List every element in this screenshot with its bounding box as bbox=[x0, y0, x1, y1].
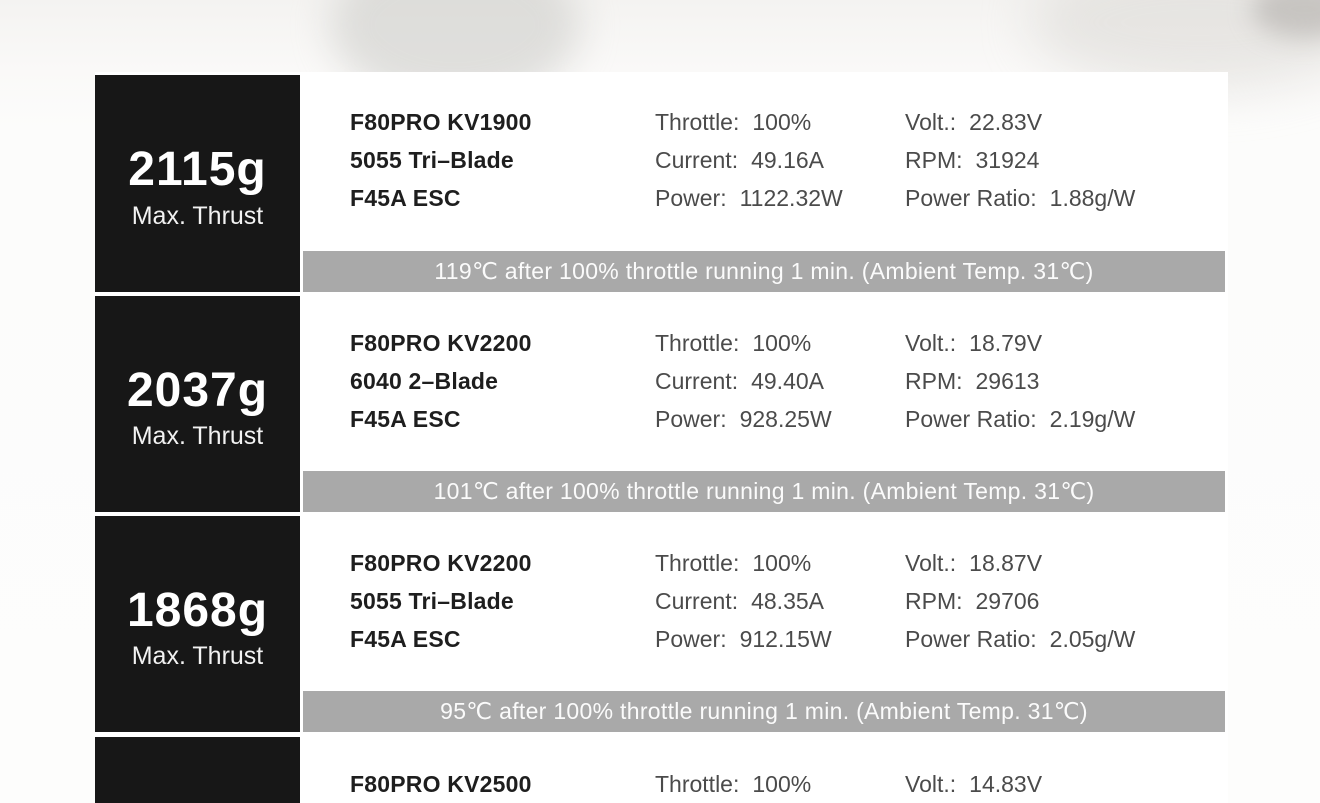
temperature-banner: 101℃ after 100% throttle running 1 min. (Ambient Temp. 31℃) bbox=[303, 471, 1225, 512]
motor-model: F80PRO KV1900 bbox=[350, 108, 532, 135]
current-label: Current: bbox=[655, 146, 739, 173]
rpm-label: RPM: bbox=[905, 367, 963, 394]
power-ratio-value: 2.19g/W bbox=[1049, 405, 1136, 432]
volt-stat bbox=[905, 544, 1228, 582]
thrust-block bbox=[95, 516, 300, 732]
volt-label: Volt.: bbox=[905, 329, 957, 356]
rpm-stat bbox=[905, 141, 1228, 179]
current-label: Current: bbox=[655, 367, 739, 394]
throttle-label: Throttle: bbox=[655, 549, 740, 576]
power-value: 1122.32W bbox=[739, 184, 843, 211]
volt-label: Volt.: bbox=[905, 108, 957, 135]
power-value: 912.15W bbox=[739, 625, 832, 652]
stats-right-column bbox=[905, 103, 1228, 217]
motor-model: F80PRO KV2200 bbox=[350, 329, 532, 356]
thrust-block bbox=[95, 737, 300, 803]
power-ratio-label: Power Ratio: bbox=[905, 625, 1037, 652]
thrust-value: 1868g bbox=[126, 583, 269, 637]
motor-test-row bbox=[95, 296, 1228, 512]
setup-column bbox=[350, 103, 655, 217]
temperature-banner: 119℃ after 100% throttle running 1 min. (Ambient Temp. 31℃) bbox=[303, 251, 1225, 292]
stats-right-column bbox=[905, 765, 1228, 803]
thrust-block bbox=[95, 75, 300, 292]
current-stat bbox=[655, 582, 905, 620]
stats-left-column bbox=[655, 544, 905, 658]
motor-test-row bbox=[95, 75, 1228, 292]
power-ratio-value: 2.05g/W bbox=[1049, 625, 1136, 652]
throttle-value: 100% bbox=[752, 329, 812, 356]
row-body bbox=[300, 516, 1228, 732]
thrust-label: Max. Thrust bbox=[131, 201, 264, 230]
current-value: 49.16A bbox=[751, 146, 824, 173]
rpm-label: RPM: bbox=[905, 587, 963, 614]
current-value: 48.35A bbox=[751, 587, 824, 614]
rpm-label: RPM: bbox=[905, 146, 963, 173]
throttle-stat bbox=[655, 765, 905, 803]
volt-value: 18.87V bbox=[969, 549, 1043, 576]
stats-left-column bbox=[655, 765, 905, 803]
volt-label: Volt.: bbox=[905, 549, 957, 576]
volt-stat bbox=[905, 103, 1228, 141]
row-body bbox=[300, 296, 1228, 512]
power-label: Power: bbox=[655, 184, 727, 211]
throttle-label: Throttle: bbox=[655, 329, 740, 356]
stats-right-column bbox=[905, 544, 1228, 658]
rpm-value: 31924 bbox=[975, 146, 1040, 173]
throttle-value: 100% bbox=[752, 108, 812, 135]
power-value: 928.25W bbox=[739, 405, 832, 432]
current-stat bbox=[655, 141, 905, 179]
spec-grid bbox=[300, 296, 1228, 471]
power-ratio-stat bbox=[905, 179, 1228, 217]
power-ratio-value: 1.88g/W bbox=[1049, 184, 1136, 211]
thrust-block bbox=[95, 296, 300, 512]
motor-model: F80PRO KV2500 bbox=[350, 770, 532, 797]
esc-spec: F45A ESC bbox=[350, 184, 461, 211]
thrust-value: 2037g bbox=[126, 363, 269, 417]
row-body bbox=[300, 75, 1228, 292]
current-value: 49.40A bbox=[751, 367, 824, 394]
setup-column bbox=[350, 324, 655, 438]
motor-test-row bbox=[95, 516, 1228, 732]
volt-stat bbox=[905, 765, 1228, 803]
throttle-value: 100% bbox=[752, 770, 812, 797]
setup-column bbox=[350, 765, 655, 803]
throttle-value: 100% bbox=[752, 549, 812, 576]
current-label: Current: bbox=[655, 587, 739, 614]
throttle-stat bbox=[655, 544, 905, 582]
power-label: Power: bbox=[655, 625, 727, 652]
current-stat bbox=[655, 362, 905, 400]
throttle-label: Throttle: bbox=[655, 770, 740, 797]
propeller-spec: 5055 Tri–Blade bbox=[350, 587, 514, 614]
spec-grid bbox=[300, 516, 1228, 691]
power-ratio-label: Power Ratio: bbox=[905, 405, 1037, 432]
volt-label: Volt.: bbox=[905, 770, 957, 797]
stats-left-column bbox=[655, 103, 905, 217]
thrust-value: 2115g bbox=[128, 143, 267, 197]
power-stat bbox=[655, 179, 905, 217]
temperature-banner: 95℃ after 100% throttle running 1 min. (Ambient Temp. 31℃) bbox=[303, 691, 1225, 732]
thrust-label: Max. Thrust bbox=[131, 642, 264, 671]
volt-value: 22.83V bbox=[969, 108, 1043, 135]
spec-grid bbox=[300, 737, 1228, 803]
spec-grid bbox=[300, 75, 1228, 251]
motor-model: F80PRO KV2200 bbox=[350, 549, 532, 576]
spec-sheet-panel bbox=[95, 72, 1228, 803]
volt-value: 14.83V bbox=[969, 770, 1043, 797]
power-label: Power: bbox=[655, 405, 727, 432]
volt-stat bbox=[905, 324, 1228, 362]
rpm-stat bbox=[905, 362, 1228, 400]
esc-spec: F45A ESC bbox=[350, 405, 461, 432]
propeller-spec: 5055 Tri–Blade bbox=[350, 146, 514, 173]
motor-test-row bbox=[95, 737, 1228, 803]
thrust-label: Max. Thrust bbox=[131, 422, 264, 451]
esc-spec: F45A ESC bbox=[350, 625, 461, 652]
throttle-stat bbox=[655, 324, 905, 362]
stats-left-column bbox=[655, 324, 905, 438]
row-body bbox=[300, 737, 1228, 803]
rpm-stat bbox=[905, 582, 1228, 620]
rpm-value: 29613 bbox=[975, 367, 1040, 394]
power-stat bbox=[655, 620, 905, 658]
rpm-value: 29706 bbox=[975, 587, 1040, 614]
stats-right-column bbox=[905, 324, 1228, 438]
power-ratio-stat bbox=[905, 620, 1228, 658]
throttle-label: Throttle: bbox=[655, 108, 740, 135]
power-ratio-stat bbox=[905, 400, 1228, 438]
volt-value: 18.79V bbox=[969, 329, 1043, 356]
power-ratio-label: Power Ratio: bbox=[905, 184, 1037, 211]
throttle-stat bbox=[655, 103, 905, 141]
propeller-spec: 6040 2–Blade bbox=[350, 367, 499, 394]
setup-column bbox=[350, 544, 655, 658]
power-stat bbox=[655, 400, 905, 438]
